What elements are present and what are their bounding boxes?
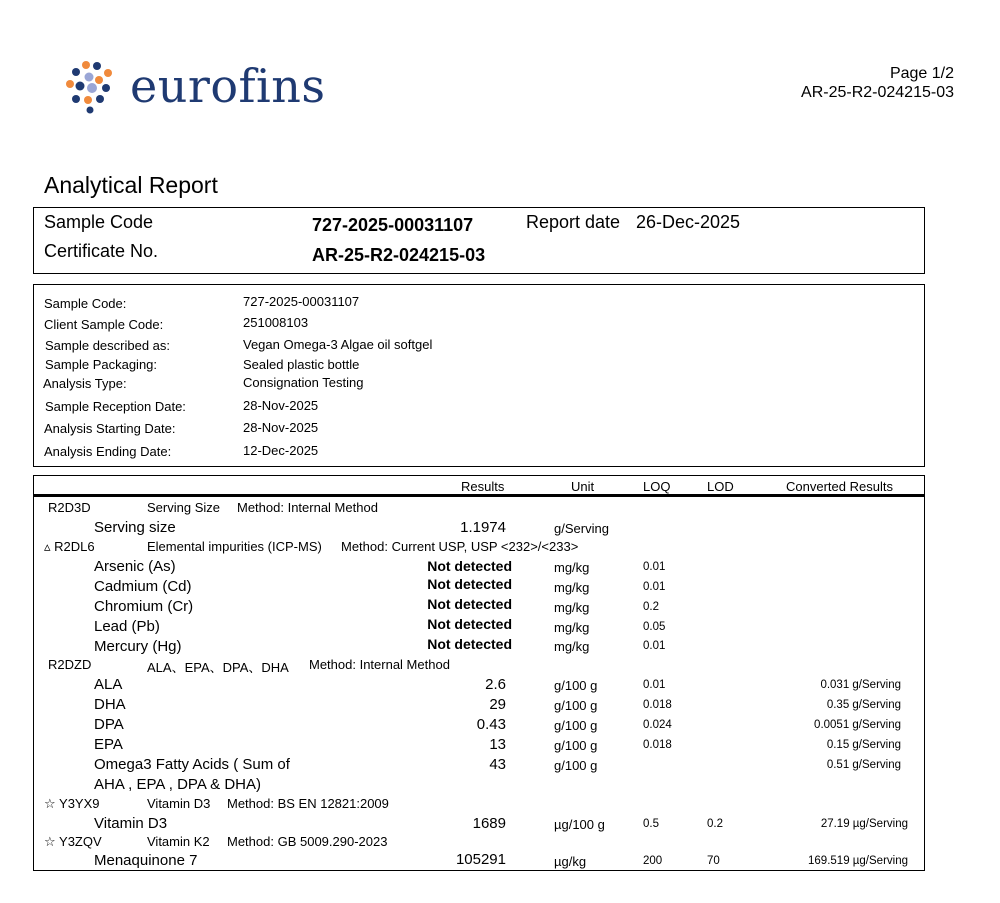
detail-value: 28-Nov-2025 <box>243 420 319 435</box>
analyte-name: ALA <box>94 676 123 693</box>
certificate-value: AR-25-R2-024215-03 <box>312 245 486 265</box>
analyte-name: Lead (Pb) <box>94 618 160 635</box>
header-results: Results <box>461 479 505 494</box>
group-code: R2D3D <box>48 500 91 515</box>
analyte-name: Vitamin D3 <box>94 815 168 832</box>
group-name: Vitamin K2 <box>147 834 210 849</box>
group-code: ☆ Y3ZQV <box>44 834 102 849</box>
group-method: Method: Current USP, USP <232>/<233> <box>341 539 579 554</box>
loq-value: 0.018 <box>643 699 672 711</box>
result-value: Not detected <box>427 596 512 612</box>
detail-value: 251008103 <box>243 315 309 330</box>
unit-value: mg/kg <box>554 580 590 595</box>
logo-text: eurofins <box>130 59 326 113</box>
loq-value: 200 <box>643 855 663 867</box>
analyte-name: Cadmium (Cd) <box>94 578 192 595</box>
detail-value: Consignation Testing <box>243 375 364 390</box>
converted-value: 0.51 g/Serving <box>826 759 901 771</box>
summary-box <box>33 207 925 274</box>
analyte-name: Arsenic (As) <box>94 558 176 575</box>
loq-value: 0.2 <box>643 601 659 613</box>
result-value: 105291 <box>455 851 506 868</box>
detail-value: Vegan Omega-3 Algae oil softgel <box>243 337 433 352</box>
converted-value: 169.519 µg/Serving <box>808 855 908 867</box>
unit-value: g/100 g <box>554 678 598 693</box>
group-method: Method: GB 5009.290-2023 <box>227 834 388 849</box>
page-title: Analytical Report <box>44 172 218 198</box>
eurofins-logo <box>64 58 326 114</box>
unit-value: g/Serving <box>554 521 609 536</box>
converted-value: 0.0051 g/Serving <box>814 719 901 731</box>
detail-label: Client Sample Code: <box>44 317 164 332</box>
result-value: Not detected <box>427 558 512 574</box>
unit-value: g/100 g <box>554 718 598 733</box>
analyte-name: Chromium (Cr) <box>94 598 194 615</box>
converted-value: 27.19 µg/Serving <box>820 818 908 830</box>
lod-value: 70 <box>707 855 720 867</box>
converted-value: 0.15 g/Serving <box>826 739 901 751</box>
analyte-name-continued: AHA , EPA , DPA & DHA) <box>94 776 261 793</box>
report-date-label: Report date <box>526 212 621 232</box>
converted-value: 0.031 g/Serving <box>820 679 901 691</box>
certificate-ref: AR-25-R2-024215-03 <box>801 84 954 101</box>
unit-value: µg/100 g <box>554 817 605 832</box>
group-code: R2DZD <box>48 657 92 672</box>
unit-value: g/100 g <box>554 698 598 713</box>
analyte-name: Mercury (Hg) <box>94 638 182 655</box>
unit-value: mg/kg <box>554 639 590 654</box>
result-value: 13 <box>489 736 506 753</box>
loq-value: 0.01 <box>643 640 666 652</box>
sample-code-label: Sample Code <box>44 212 154 232</box>
analyte-name: Menaquinone 7 <box>94 852 198 869</box>
page-number: Page 1/2 <box>889 65 954 82</box>
header-lod: LOD <box>707 479 734 494</box>
result-value: 2.6 <box>485 676 506 693</box>
detail-label: Analysis Starting Date: <box>44 421 176 436</box>
detail-label: Sample described as: <box>45 338 171 353</box>
unit-value: g/100 g <box>554 758 598 773</box>
detail-label: Sample Reception Date: <box>45 399 186 414</box>
loq-value: 0.01 <box>643 581 666 593</box>
lod-value: 0.2 <box>707 818 723 830</box>
analyte-name: Omega3 Fatty Acids ( Sum of <box>94 756 290 773</box>
loq-value: 0.05 <box>643 621 666 633</box>
group-method: Method: Internal Method <box>309 657 450 672</box>
analyte-name: DPA <box>94 716 124 733</box>
result-value: 1.1974 <box>460 519 506 536</box>
result-value: 1689 <box>472 815 506 832</box>
analyte-name: DHA <box>94 696 126 713</box>
detail-label: Analysis Type: <box>43 376 127 391</box>
group-method: Method: BS EN 12821:2009 <box>227 796 389 811</box>
header-divider <box>34 494 924 497</box>
loq-value: 0.01 <box>643 679 666 691</box>
group-code: ☆ Y3YX9 <box>44 796 100 811</box>
result-value: 43 <box>489 756 506 773</box>
unit-value: µg/kg <box>554 854 587 869</box>
loq-value: 0.01 <box>643 561 666 573</box>
unit-value: mg/kg <box>554 560 590 575</box>
header-unit: Unit <box>571 479 595 494</box>
loq-value: 0.024 <box>643 719 672 731</box>
group-name: Vitamin D3 <box>147 796 211 811</box>
analyte-name: EPA <box>94 736 123 753</box>
certificate-label: Certificate No. <box>44 241 159 261</box>
unit-value: g/100 g <box>554 738 598 753</box>
unit-value: mg/kg <box>554 600 590 615</box>
detail-value: Sealed plastic bottle <box>243 357 360 372</box>
report-date-value: 26-Dec-2025 <box>636 212 741 232</box>
page-info <box>801 64 954 102</box>
result-value: 0.43 <box>476 716 506 733</box>
header-loq: LOQ <box>643 479 671 494</box>
result-value: Not detected <box>427 616 512 632</box>
detail-label: Analysis Ending Date: <box>44 444 172 459</box>
unit-value: mg/kg <box>554 620 590 635</box>
result-value: Not detected <box>427 636 512 652</box>
sample-code-value: 727-2025-00031107 <box>312 215 474 235</box>
detail-value: 28-Nov-2025 <box>243 398 319 413</box>
detail-label: Sample Packaging: <box>45 357 158 372</box>
group-name: Serving Size <box>147 500 220 515</box>
group-method: Method: Internal Method <box>237 500 378 515</box>
result-value: Not detected <box>427 576 512 592</box>
header-converted: Converted Results <box>786 479 893 494</box>
converted-value: 0.35 g/Serving <box>826 699 901 711</box>
results-table <box>33 475 925 871</box>
loq-value: 0.5 <box>643 818 659 830</box>
result-value: 29 <box>489 696 506 713</box>
detail-label: Sample Code: <box>44 296 127 311</box>
sample-details-box <box>33 284 925 467</box>
group-name: ALA、EPA、DPA、DHA <box>147 660 289 675</box>
detail-value: 12-Dec-2025 <box>243 443 319 458</box>
group-name: Elemental impurities (ICP-MS) <box>147 539 322 554</box>
loq-value: 0.018 <box>643 739 672 751</box>
eurofins-logo-icon <box>64 58 120 114</box>
analyte-name: Serving size <box>94 519 176 536</box>
detail-value: 727-2025-00031107 <box>243 294 360 309</box>
group-code: ▵ R2DL6 <box>44 539 95 554</box>
